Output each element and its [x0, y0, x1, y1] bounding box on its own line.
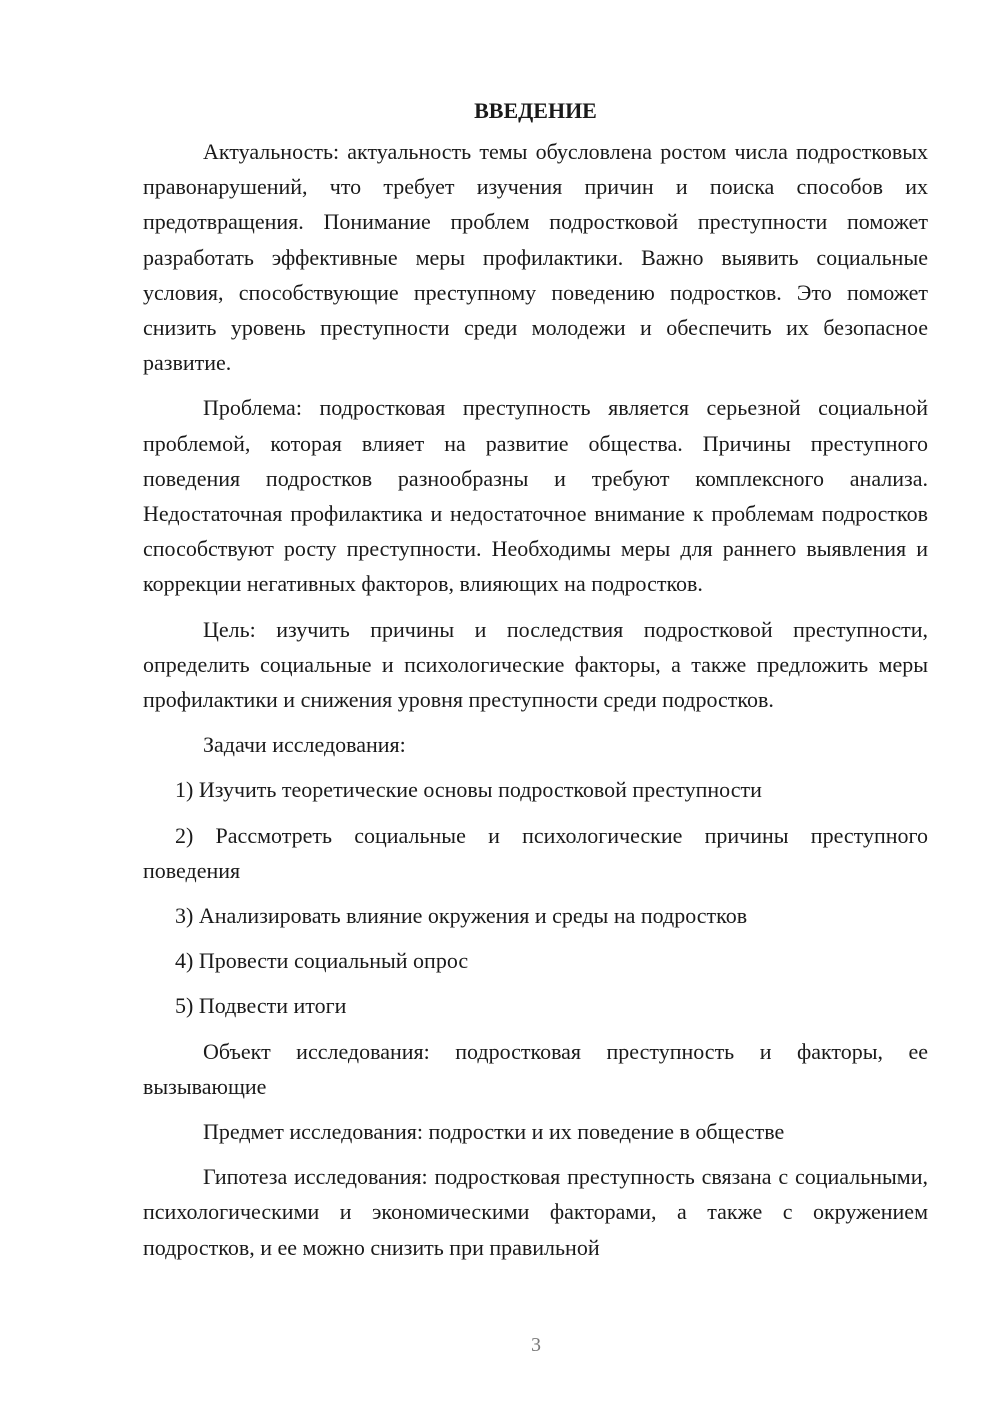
- goal-paragraph: Цель: изучить причины и последствия подростковой преступности, определить социальные и психологические факторы, а также предложить меры профилактики и снижения уровня преступности среди подростков.: [143, 616, 928, 713]
- relevance-paragraph: Актуальность: актуальность темы обусловлена ростом числа подростковых правонарушений, что требует изучения причин и поиска способов их предотвращения. Понимание проблем подростковой преступности поможет разработать эффективные меры профилактики. Важно выявить социальные условия, способствующие преступному поведению подростков. Это поможет снизить уровень преступности среди молодежи и обеспечить их безопасное развитие.: [143, 139, 928, 376]
- problem-paragraph: Проблема: подростковая преступность является серьезной социальной проблемой, которая влияет на развитие общества. Причины преступного поведения подростков разнообразны и требуют комплексного анализа. Недостаточная профилактика и недостаточное внимание к проблемам подростков способствуют росту преступности. Необходимы меры для раннего выявления и коррекции негативных факторов, влияющих на подростков.: [143, 395, 928, 597]
- task-item-5: 5) Подвести итоги: [175, 993, 347, 1019]
- task-item-4: 4) Провести социальный опрос: [175, 948, 469, 974]
- object-paragraph: Объект исследования: подростковая преступность и факторы, ее вызывающие: [143, 1038, 928, 1099]
- hypothesis-paragraph: Гипотеза исследования: подростковая преступность связана с социальными, психологическими и экономическими факторами, а также с окружением подростков, и ее можно снизить при правильной: [143, 1164, 928, 1260]
- section-heading: ВВЕДЕНИЕ: [474, 98, 597, 123]
- task-item-3: 3) Анализировать влияние окружения и среды на подростков: [175, 903, 748, 929]
- task-item-1: 1) Изучить теоретические основы подростковой преступности: [175, 777, 762, 803]
- page-number: 3: [531, 1334, 541, 1356]
- task-item-2: 2) Рассмотреть социальные и психологические причины преступного поведения: [143, 822, 928, 883]
- tasks-title: Задачи исследования:: [203, 732, 406, 758]
- subject-paragraph: Предмет исследования: подростки и их поведение в обществе: [203, 1119, 785, 1145]
- document-page: [143, 96, 928, 1275]
